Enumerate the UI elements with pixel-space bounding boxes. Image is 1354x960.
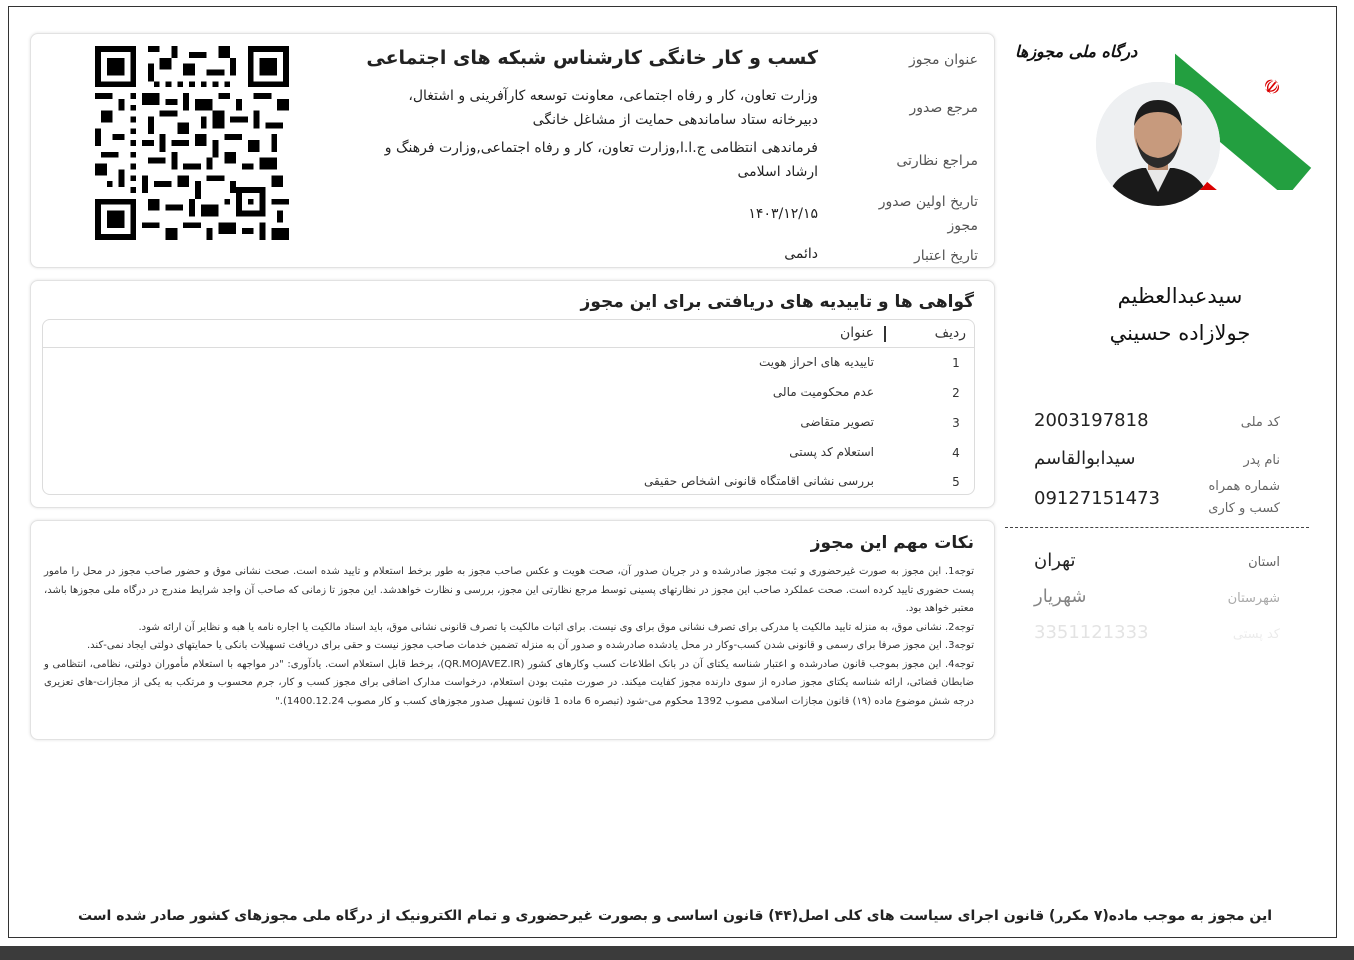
certificates-table <box>42 319 975 495</box>
national-code-row <box>1000 406 1320 446</box>
license-title: کسب و کار خانگی کارشناس شبکه های اجتماعی <box>366 47 818 69</box>
portal-logo: درگاه ملی مجوزها <box>1015 42 1138 61</box>
national-code-label: کد ملی <box>1240 415 1280 430</box>
note-4: توجه4. این مجوز بموجب قانون صادرشده و اعتبار شناسه یکتای آن در بانک اطلاعات کسب وکارهای کشور (QR.MOJAVEZ.IR)، برخط قابل استعلام است. یادآوری: "در مواجهه با استعلام مأموران دولتی، نظامی، انتظامی و ضابطان قضائی، ارائه شناسه یکتای مجوز صادره از سوی دارنده مجوز کفایت میکند. در صورت مثبت بودن استعلام، درخواست مدارک اضافی برای مجوز کسب و کار، جرم محسوب و مرتکب به یکی از مجازات-های تعزیری درجه شش موضوع ماده (۱۹) قانون مجازات اسلامی مصوب 1392 محکوم می-شود (تبصره 6 ماده 1 قانون تسهیل صدور مجوزهای کسب و کار مصوب 1400.12.24)." <box>44 658 974 707</box>
bottom-strip <box>0 946 1354 960</box>
row-num: 2 <box>952 386 960 400</box>
supervisors-label: مراجع نظارتی <box>896 153 978 169</box>
license-info-card <box>30 33 995 268</box>
note-3: توجه3. این مجوز صرفا برای رسمی و قانونی شدن کسب-وکار در محل یادشده صادرشده و صدور آن به منزله تضمین خدمات صاحب مجوز نیست و حقی برای دریافت تسهیلات بانکی یا حمایتهای دولتی ایجاد نمی-کند. <box>87 640 974 651</box>
qr-code[interactable] <box>95 46 289 240</box>
phone-label: شماره همراه کسب و کاری <box>1208 479 1280 516</box>
row-title: تصویر متقاضی <box>800 415 874 429</box>
issuer-value: وزارت تعاون، کار و رفاه اجتماعی، معاونت توسعه کارآفرینی و اشتغال، دبیرخانه ستاد ساماندهی حمایت از مشاغل خانگی <box>408 88 818 128</box>
certificates-card <box>30 280 995 508</box>
note-2: توجه2. نشانی موق، به منزله تایید مالکیت یا مدرکی برای تصرف نشانی موق برای وی نیست. برای اثبات مالکیت یا تصرف قانونی نشانی موق، باید اسناد مالکیت یا اجاره نامه یا هبه و نظایر آن ارائه شود. <box>138 621 974 633</box>
table-row <box>43 378 974 408</box>
notes-body <box>44 563 974 711</box>
row-num: 4 <box>952 446 960 460</box>
phone-value: 09127151473 <box>1034 488 1160 509</box>
postal-code-label: کد پستی <box>1232 627 1280 642</box>
national-code-value: 2003197818 <box>1034 410 1149 431</box>
county-row <box>1000 582 1320 622</box>
row-num: 5 <box>952 475 960 489</box>
license-title-label: عنوان مجوز <box>909 52 978 68</box>
notes-title: نکات مهم این مجوز <box>810 533 974 553</box>
row-title: عدم محکومیت مالی <box>772 385 874 399</box>
profile-divider <box>1005 527 1309 528</box>
table-row <box>43 438 974 468</box>
province-label: استان <box>1248 555 1280 570</box>
column-header-title: عنوان <box>840 325 874 341</box>
county-value: شهریار <box>1034 586 1087 607</box>
notes-card <box>30 520 995 740</box>
postal-code-row <box>1000 618 1320 658</box>
row-title: استعلام کد پستی <box>789 445 874 459</box>
county-label: شهرستان <box>1227 591 1280 606</box>
province-value: تهران <box>1034 550 1076 571</box>
table-row <box>43 348 974 378</box>
profile-panel <box>1000 20 1320 820</box>
avatar <box>1096 82 1220 206</box>
validity-label: تاریخ اعتبار <box>913 248 978 264</box>
holder-name-line1: سیدعبدالعظیم <box>1117 284 1243 308</box>
table-row <box>43 467 974 495</box>
issuer-label: مرجع صدور <box>909 100 978 116</box>
flag-emblem-icon: ☫ <box>1257 71 1287 102</box>
row-title: تاییدیه های احراز هویت <box>758 355 874 369</box>
father-name-label: نام پدر <box>1243 453 1280 468</box>
holder-name-line2: جولازاده حسيني <box>1109 321 1251 345</box>
row-title: بررسی نشانی اقامتگاه قانونی اشخاص حقیقی <box>643 474 874 488</box>
note-1: توجه1. این مجوز به صورت غیرحضوری و ثبت مجوز صادرشده و در جریان صدور آن، صحت هویت و عکس صاحب مجوز به طور برخط استعلام و تایید شده است. صحت نشانی موق و حضور صاحب مجوز در محل را مامور پست حضوری تایید کرده است. صحت عملکرد صاحب این مجوز در نظارتهای پسینی توسط مرجع نظارتی این مجوز، بررسی و نظارت خواهدشد. این مجوز تا زمانی که صاحب آن واجد شرایط مندرج در درگاه ملی مجوزها باشد، معتبر خواهد بود. <box>44 566 974 614</box>
table-header <box>43 320 974 348</box>
column-separator <box>884 326 886 342</box>
certificates-title: گواهی ها و تاییدیه های دریافتی برای این مجوز <box>580 292 974 312</box>
supervisors-value: فرماندهی انتظامی ج.ا.ا,وزارت تعاون، کار و رفاه اجتماعی,وزارت فرهنگ و ارشاد اسلامی <box>384 140 818 180</box>
validity-value: دائمی <box>784 246 818 262</box>
table-row <box>43 408 974 438</box>
first-issue-value: ۱۴۰۳/۱۲/۱۵ <box>748 206 818 222</box>
footer-statement: این مجوز به موجب ماده(۷ مکرر) قانون اجرای سیاست های کلی اصل(۴۴) قانون اساسی و بصورت غیرحضوری و تمام الکترونیک از درگاه ملی مجوزهای کشور صادر شده است <box>77 908 1273 924</box>
postal-code-value: 3351121333 <box>1034 622 1149 643</box>
phone-row <box>1000 476 1320 526</box>
column-header-num: ردیف <box>934 325 966 341</box>
father-name-value: سیدابوالقاسم <box>1034 448 1136 469</box>
row-num: 1 <box>952 356 960 370</box>
first-issue-label: تاریخ اولین صدور مجوز <box>878 194 978 234</box>
holder-name <box>1040 278 1320 352</box>
province-row <box>1000 546 1320 586</box>
row-num: 3 <box>952 416 960 430</box>
